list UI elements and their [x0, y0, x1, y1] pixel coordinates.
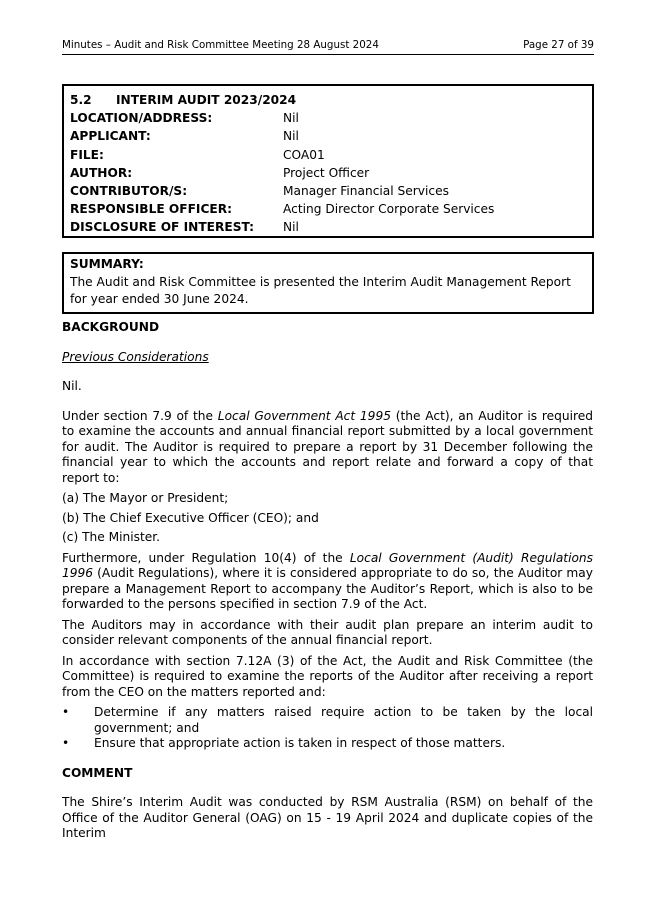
act-title: Local Government Act 1995: [217, 408, 391, 423]
list-item: (b) The Chief Executive Officer (CEO); and: [62, 510, 319, 525]
comment-paragraph: The Shire’s Interim Audit was conducted by RSM Australia (RSM) on behalf of the Office of the Auditor General (OAG) on 15 - 19 April 2024 and duplicate copies of the Interim: [62, 795, 593, 840]
field-key: DISCLOSURE OF INTEREST:: [70, 220, 255, 235]
recipient-list: [62, 491, 593, 546]
field-row-contributor: [64, 182, 592, 200]
field-value: Nil: [283, 111, 299, 126]
field-row-responsible-officer: [64, 200, 592, 218]
summary-text: The Audit and Risk Committee is presented the Interim Audit Management Report for year ended 30 June 2024.: [70, 274, 571, 306]
header-title: Minutes – Audit and Risk Committee Meeting 28 August 2024: [62, 39, 379, 51]
regulation-paragraph: Furthermore, under Regulation 10(4) of the Local Government (Audit) Regulations 1996 (Audit Regulations), where it is considered appropriate to do so, the Auditor may prepare a Management Report to accompany the Auditor’s Report, which is also to be forwarded to the persons specified in section 7.9 of the Act.: [62, 550, 593, 611]
committee-paragraph: In accordance with section 7.12A (3) of the Act, the Audit and Risk Committee (the Committee) is required to examine the reports of the Auditor after receiving a report from the CEO on the matters reported and:: [62, 653, 593, 699]
item-title: INTERIM AUDIT 2023/2024: [116, 93, 297, 108]
interim-audit-paragraph: The Auditors may in accordance with their audit plan prepare an interim audit to consider relevant components of the annual financial report.: [62, 617, 593, 647]
field-value: Nil: [283, 129, 299, 144]
list-item: (c) The Minister.: [62, 530, 161, 544]
field-key: FILE:: [70, 147, 104, 162]
field-key: LOCATION/ADDRESS:: [70, 111, 213, 126]
bullet-icon: •: [62, 705, 70, 719]
field-row-file: [64, 146, 592, 164]
field-key: AUTHOR:: [70, 165, 133, 180]
nil-paragraph: Nil.: [62, 379, 82, 393]
item-details-box: [62, 84, 594, 238]
report-body: [62, 320, 593, 842]
field-row-author: [64, 164, 592, 182]
page-number: Page 27 of 39: [523, 39, 594, 51]
comment-heading: COMMENT: [62, 765, 133, 780]
list-item: (a) The Mayor or President;: [62, 491, 229, 505]
field-value: Project Officer: [283, 165, 370, 180]
field-key: APPLICANT:: [70, 129, 151, 144]
field-value: Manager Financial Services: [283, 184, 449, 199]
field-value: Nil: [283, 220, 299, 235]
summary-label: SUMMARY:: [70, 257, 144, 271]
field-value: COA01: [283, 147, 325, 162]
field-value: Acting Director Corporate Services: [283, 202, 495, 217]
field-row-location: [64, 109, 592, 127]
section-79-paragraph: Under section 7.9 of the Local Government Act 1995 (the Act), an Auditor is required to examine the accounts and annual financial report submitted by a local government for audit. The Auditor is required to prepare a report by 31 December following the financial year to which the accounts and report relate and forward a copy of that report to:: [62, 408, 593, 485]
field-row-disclosure: [64, 218, 592, 236]
field-row-applicant: [64, 127, 592, 145]
bullet-item: • Determine if any matters raised require action to be taken by the local government; and: [62, 705, 593, 735]
item-details-table: [64, 91, 592, 236]
page-header: [62, 39, 594, 55]
item-number: 5.2: [70, 93, 92, 108]
bullet-item: • Ensure that appropriate action is taken in respect of those matters.: [62, 736, 506, 750]
field-key: RESPONSIBLE OFFICER:: [70, 202, 232, 217]
background-heading: BACKGROUND: [62, 320, 160, 334]
summary-box: [62, 252, 594, 314]
field-key: CONTRIBUTOR/S:: [70, 184, 188, 199]
previous-considerations-heading: Previous Considerations: [62, 349, 209, 364]
regulations-title: Local Government (Audit) Regulations 1996: [62, 550, 593, 580]
bullet-icon: •: [62, 736, 70, 750]
item-title-row: [64, 91, 592, 109]
